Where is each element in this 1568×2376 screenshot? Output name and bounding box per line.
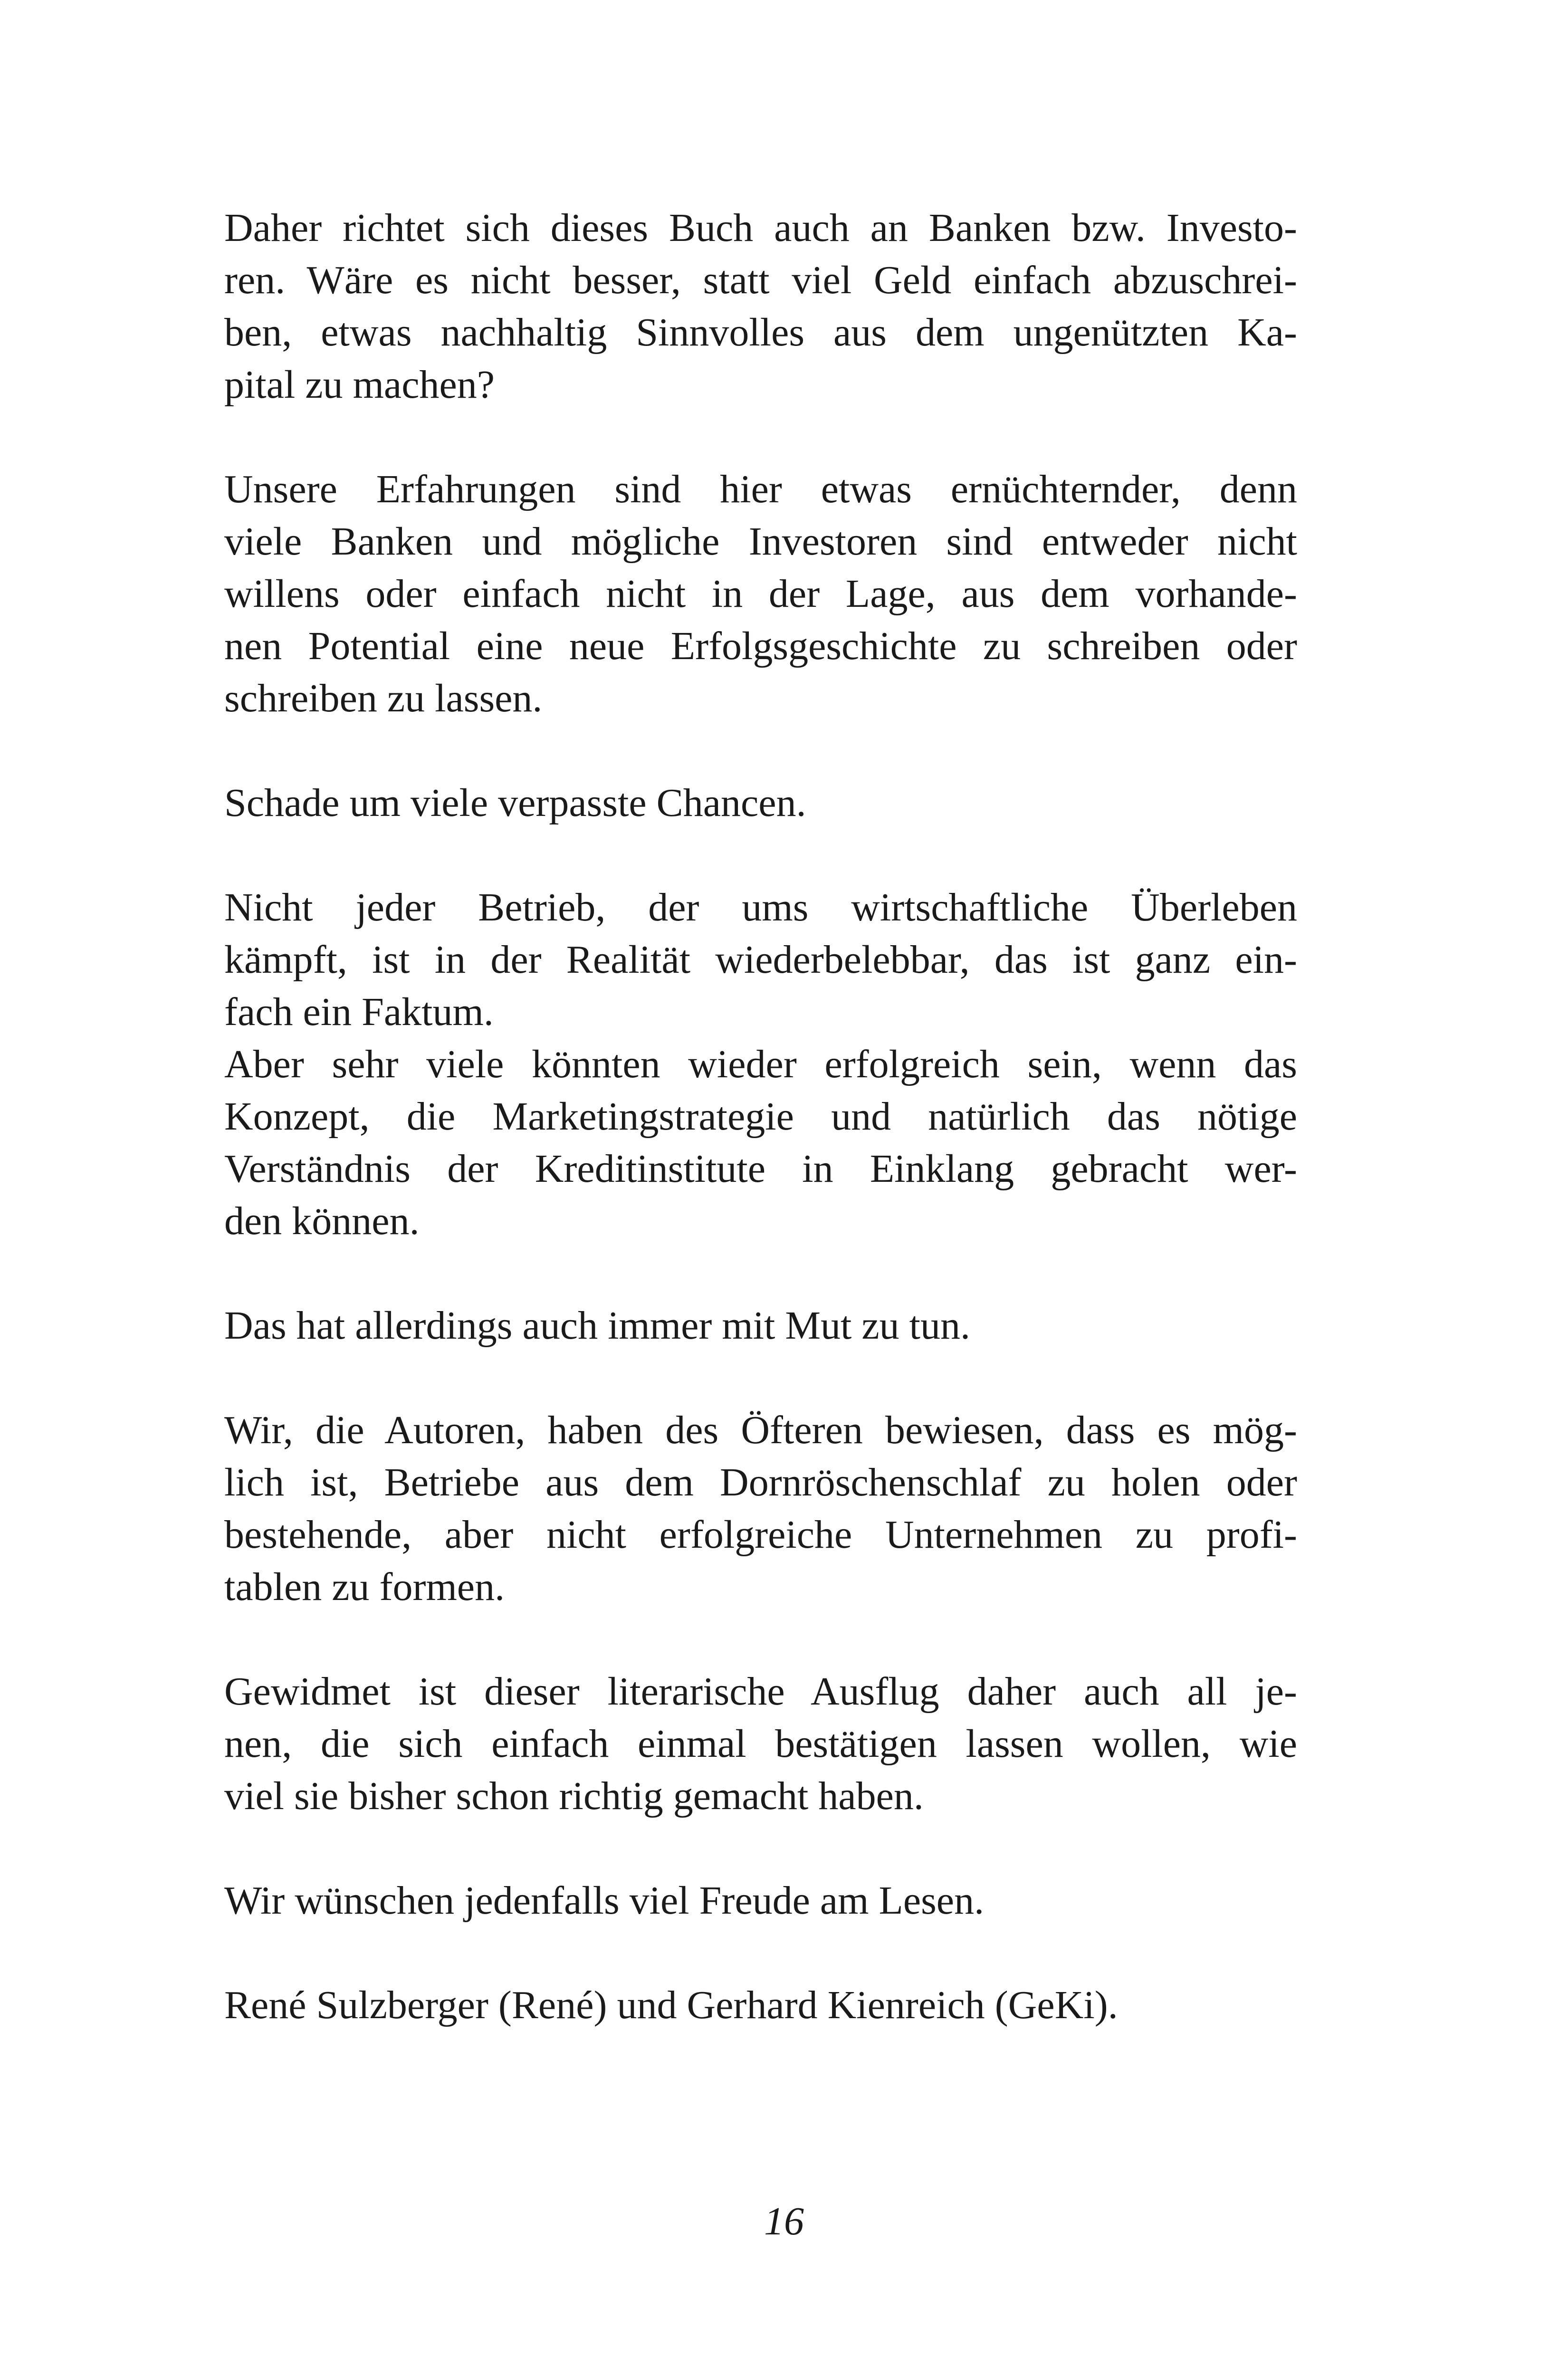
text-line: tablen zu formen. <box>224 1565 505 1609</box>
text-line: René Sulzberger (René) und Gerhard Kienreich (GeKi). <box>224 1983 1118 2027</box>
paragraph <box>224 777 1297 829</box>
text-line: kämpft, ist in der Realität wiederbelebbar, das ist ganz ein- <box>224 938 1297 982</box>
text-line: viel sie bisher schon richtig gemacht haben. <box>224 1774 924 1818</box>
page-number: 16 <box>764 2199 804 2243</box>
paragraph <box>224 463 1297 725</box>
paragraph-gap <box>224 1822 1297 1875</box>
paragraph-gap <box>224 1352 1297 1404</box>
text-line: den können. <box>224 1199 420 1243</box>
text-line: fach ein Faktum. <box>224 990 494 1034</box>
paragraph <box>224 1404 1297 1613</box>
paragraph-gap <box>224 1613 1297 1666</box>
paragraph-gap <box>224 1927 1297 1979</box>
paragraph <box>224 1666 1297 1822</box>
text-line: Aber sehr viele könnten wieder erfolgreich sein, wenn das <box>224 1042 1297 1086</box>
text-line: bestehende, aber nicht erfolgreiche Unternehmen zu profi- <box>224 1513 1297 1557</box>
text-line: willens oder einfach nicht in der Lage, aus dem vorhande- <box>224 572 1297 616</box>
paragraph <box>224 1875 1297 1927</box>
text-line: nen Potential eine neue Erfolgsgeschichte zu schreiben oder <box>224 624 1297 668</box>
text-line: Wir, die Autoren, haben des Öfteren bewiesen, dass es mög- <box>224 1408 1297 1452</box>
paragraph <box>224 1300 1297 1352</box>
paragraph-gap <box>224 1247 1297 1300</box>
paragraph <box>224 202 1297 411</box>
text-line: viele Banken und mögliche Investoren sind entweder nicht <box>224 519 1297 564</box>
text-line: Nicht jeder Betrieb, der ums wirtschaftliche Überleben <box>224 885 1297 929</box>
text-line: Das hat allerdings auch immer mit Mut zu tun. <box>224 1303 970 1348</box>
text-line: ben, etwas nachhaltig Sinnvolles aus dem ungenützten Ka- <box>224 310 1297 354</box>
text-line: Schade um viele verpasste Chancen. <box>224 781 806 825</box>
paragraph <box>224 881 1297 1247</box>
text-line: Unsere Erfahrungen sind hier etwas ernüchternder, denn <box>224 467 1297 511</box>
paragraph-gap <box>224 411 1297 463</box>
paragraph-gap <box>224 829 1297 881</box>
text-line: pital zu machen? <box>224 363 495 407</box>
text-line: Gewidmet ist dieser literarische Ausflug daher auch all je- <box>224 1669 1297 1714</box>
paragraph <box>224 1979 1297 2031</box>
text-line: nen, die sich einfach einmal bestätigen lassen wollen, wie <box>224 1722 1297 1766</box>
paragraph-gap <box>224 725 1297 777</box>
text-line: schreiben zu lassen. <box>224 676 543 720</box>
text-line: lich ist, Betriebe aus dem Dornröschenschlaf zu holen oder <box>224 1460 1297 1504</box>
body-text <box>224 202 1297 2031</box>
text-line: Daher richtet sich dieses Buch auch an Banken bzw. Investo- <box>224 206 1297 250</box>
text-line: ren. Wäre es nicht besser, statt viel Geld einfach abzuschrei- <box>224 258 1297 302</box>
text-line: Verständnis der Kreditinstitute in Einklang gebracht wer- <box>224 1147 1297 1191</box>
text-line: Konzept, die Marketingstrategie und natürlich das nötige <box>224 1094 1297 1139</box>
text-line: Wir wünschen jedenfalls viel Freude am Lesen. <box>224 1878 985 1923</box>
